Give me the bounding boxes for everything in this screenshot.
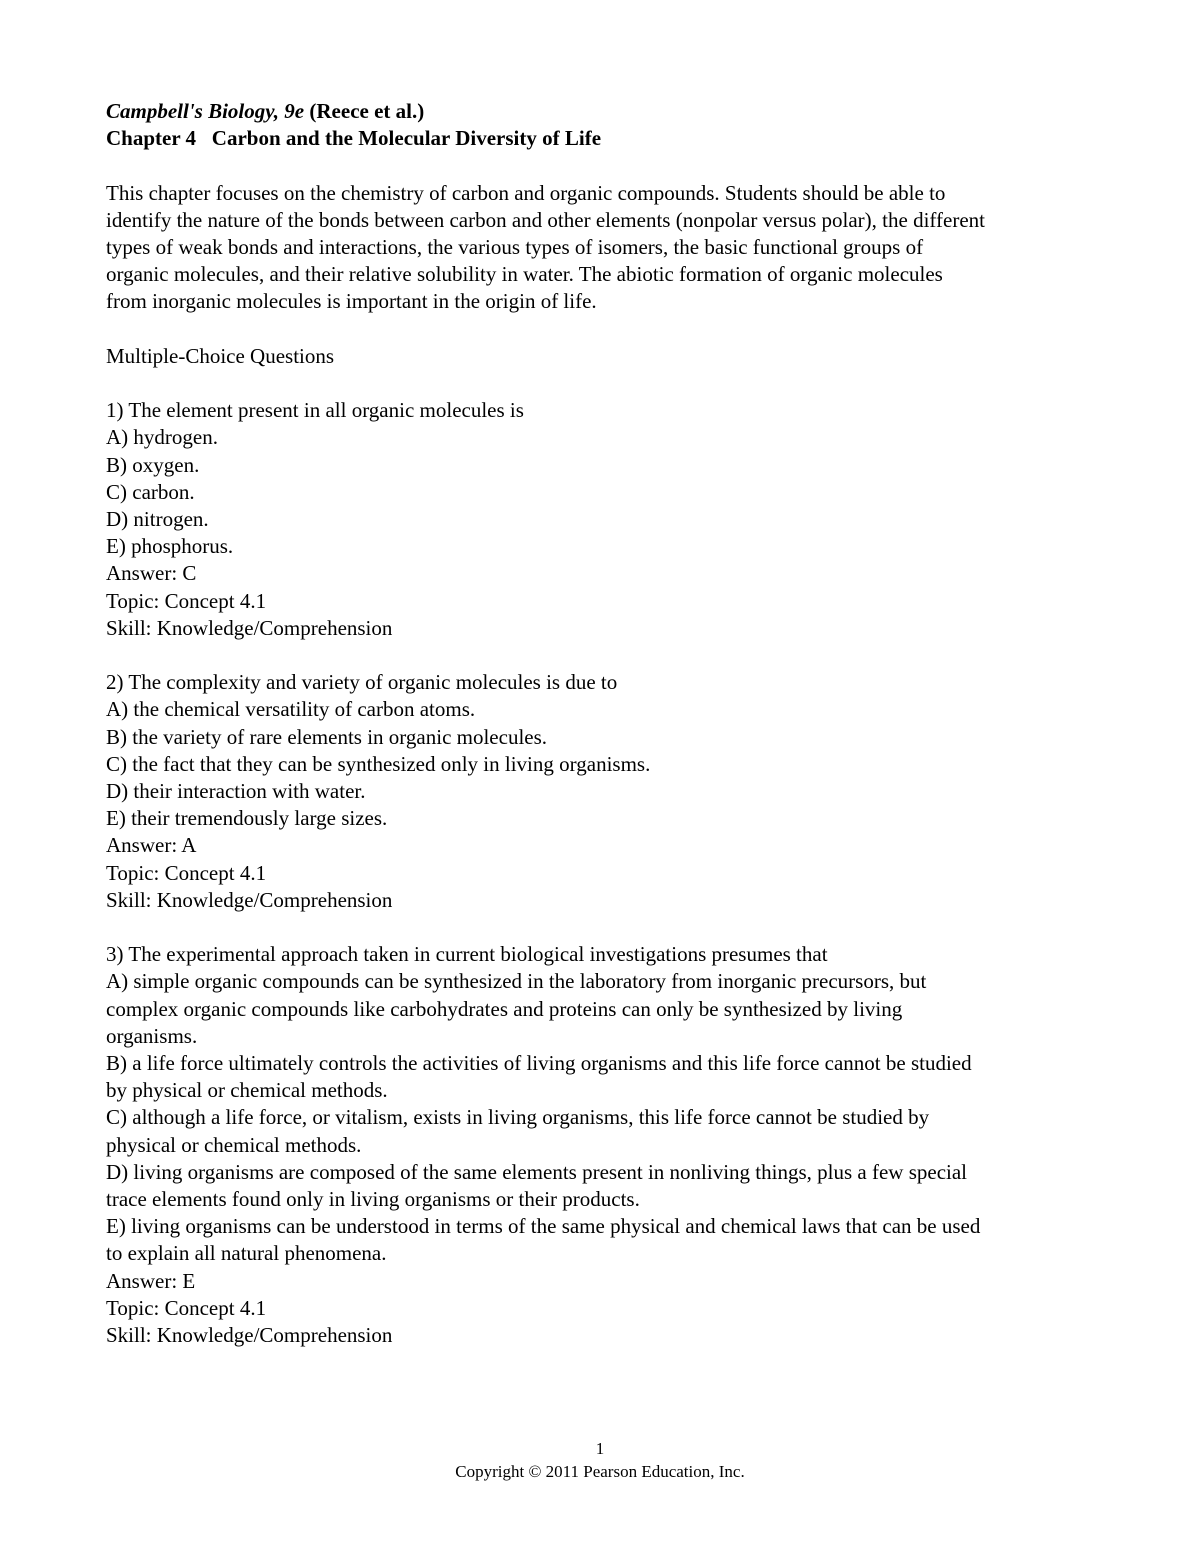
answer-key: Answer: E <box>106 1268 196 1293</box>
topic-label: Topic: Concept 4.1 <box>106 860 267 885</box>
skill-label: Skill: Knowledge/Comprehension <box>106 1323 393 1348</box>
answer-choice: B) a life force ultimately controls the activities of living organisms and this life force cannot be studied <box>106 1051 972 1076</box>
skill-label: Skill: Knowledge/Comprehension <box>106 615 393 640</box>
answer-choice: B) the variety of rare elements in organic molecules. <box>106 724 548 749</box>
answer-choice: A) the chemical versatility of carbon atoms. <box>106 697 476 722</box>
intro-line: identify the nature of the bonds between carbon and other elements (nonpolar versus polar), the different <box>106 207 985 232</box>
question-stem: 2) The complexity and variety of organic molecules is due to <box>106 670 618 695</box>
answer-key: Answer: C <box>106 561 197 586</box>
answer-choice: D) living organisms are composed of the same elements present in nonliving things, plus a few special <box>106 1159 968 1184</box>
intro-line: from inorganic molecules is important in the origin of life. <box>106 289 597 314</box>
question-stem: 1) The element present in all organic molecules is <box>106 398 524 423</box>
answer-choice-continued: by physical or chemical methods. <box>106 1078 388 1103</box>
question-3 <box>106 941 1106 1349</box>
spacer <box>106 642 1106 669</box>
question-1 <box>106 397 1106 642</box>
section-heading: Multiple-Choice Questions <box>106 343 335 368</box>
answer-choice: B) oxygen. <box>106 452 200 477</box>
intro-line: This chapter focuses on the chemistry of carbon and organic compounds. Students should be able to <box>106 180 946 205</box>
answer-choice: C) the fact that they can be synthesized only in living organisms. <box>106 751 651 776</box>
answer-choice: A) hydrogen. <box>106 425 218 450</box>
intro-line: organic molecules, and their relative solubility in water. The abiotic formation of organic molecules <box>106 262 943 287</box>
document-page <box>106 98 1106 1349</box>
spacer <box>106 914 1106 941</box>
answer-choice-continued: to explain all natural phenomena. <box>106 1241 387 1266</box>
question-stem: 3) The experimental approach taken in current biological investigations presumes that <box>106 942 828 967</box>
answer-choice: D) their interaction with water. <box>106 779 366 804</box>
answer-choice-continued: trace elements found only in living organisms or their products. <box>106 1187 640 1212</box>
topic-label: Topic: Concept 4.1 <box>106 1295 267 1320</box>
answer-choice-continued: organisms. <box>106 1023 198 1048</box>
book-title-authors: (Reece et al.) <box>304 99 425 123</box>
spacer <box>106 316 1106 343</box>
book-title <box>106 98 1106 125</box>
answer-choice: C) although a life force, or vitalism, exists in living organisms, this life force cannot be studied by <box>106 1105 930 1130</box>
page-number: 1 <box>595 1439 605 1458</box>
skill-label: Skill: Knowledge/Comprehension <box>106 887 393 912</box>
answer-choice-continued: physical or chemical methods. <box>106 1132 362 1157</box>
answer-key: Answer: A <box>106 833 197 858</box>
spacer <box>106 370 1106 397</box>
spacer <box>106 152 1106 179</box>
answer-choice: E) living organisms can be understood in terms of the same physical and chemical laws that can be used <box>106 1214 981 1239</box>
answer-choice-continued: complex organic compounds like carbohydrates and proteins can only be synthesized by living <box>106 996 903 1021</box>
answer-choice: A) simple organic compounds can be synthesized in the laboratory from inorganic precursors, but <box>106 969 927 994</box>
answer-choice: C) carbon. <box>106 479 195 504</box>
copyright-notice: Copyright © 2011 Pearson Education, Inc. <box>455 1462 745 1481</box>
intro-line: types of weak bonds and interactions, the various types of isomers, the basic functional groups of <box>106 235 924 259</box>
intro-paragraph <box>106 180 1106 316</box>
book-title-italic: Campbell's Biology, 9e <box>106 99 305 123</box>
topic-label: Topic: Concept 4.1 <box>106 588 267 613</box>
question-2 <box>106 669 1106 914</box>
chapter-title: Chapter 4 Carbon and the Molecular Diversity of Life <box>106 126 602 151</box>
answer-choice: E) phosphorus. <box>106 534 234 559</box>
answer-choice: D) nitrogen. <box>106 507 209 531</box>
answer-choice: E) their tremendously large sizes. <box>106 806 388 831</box>
